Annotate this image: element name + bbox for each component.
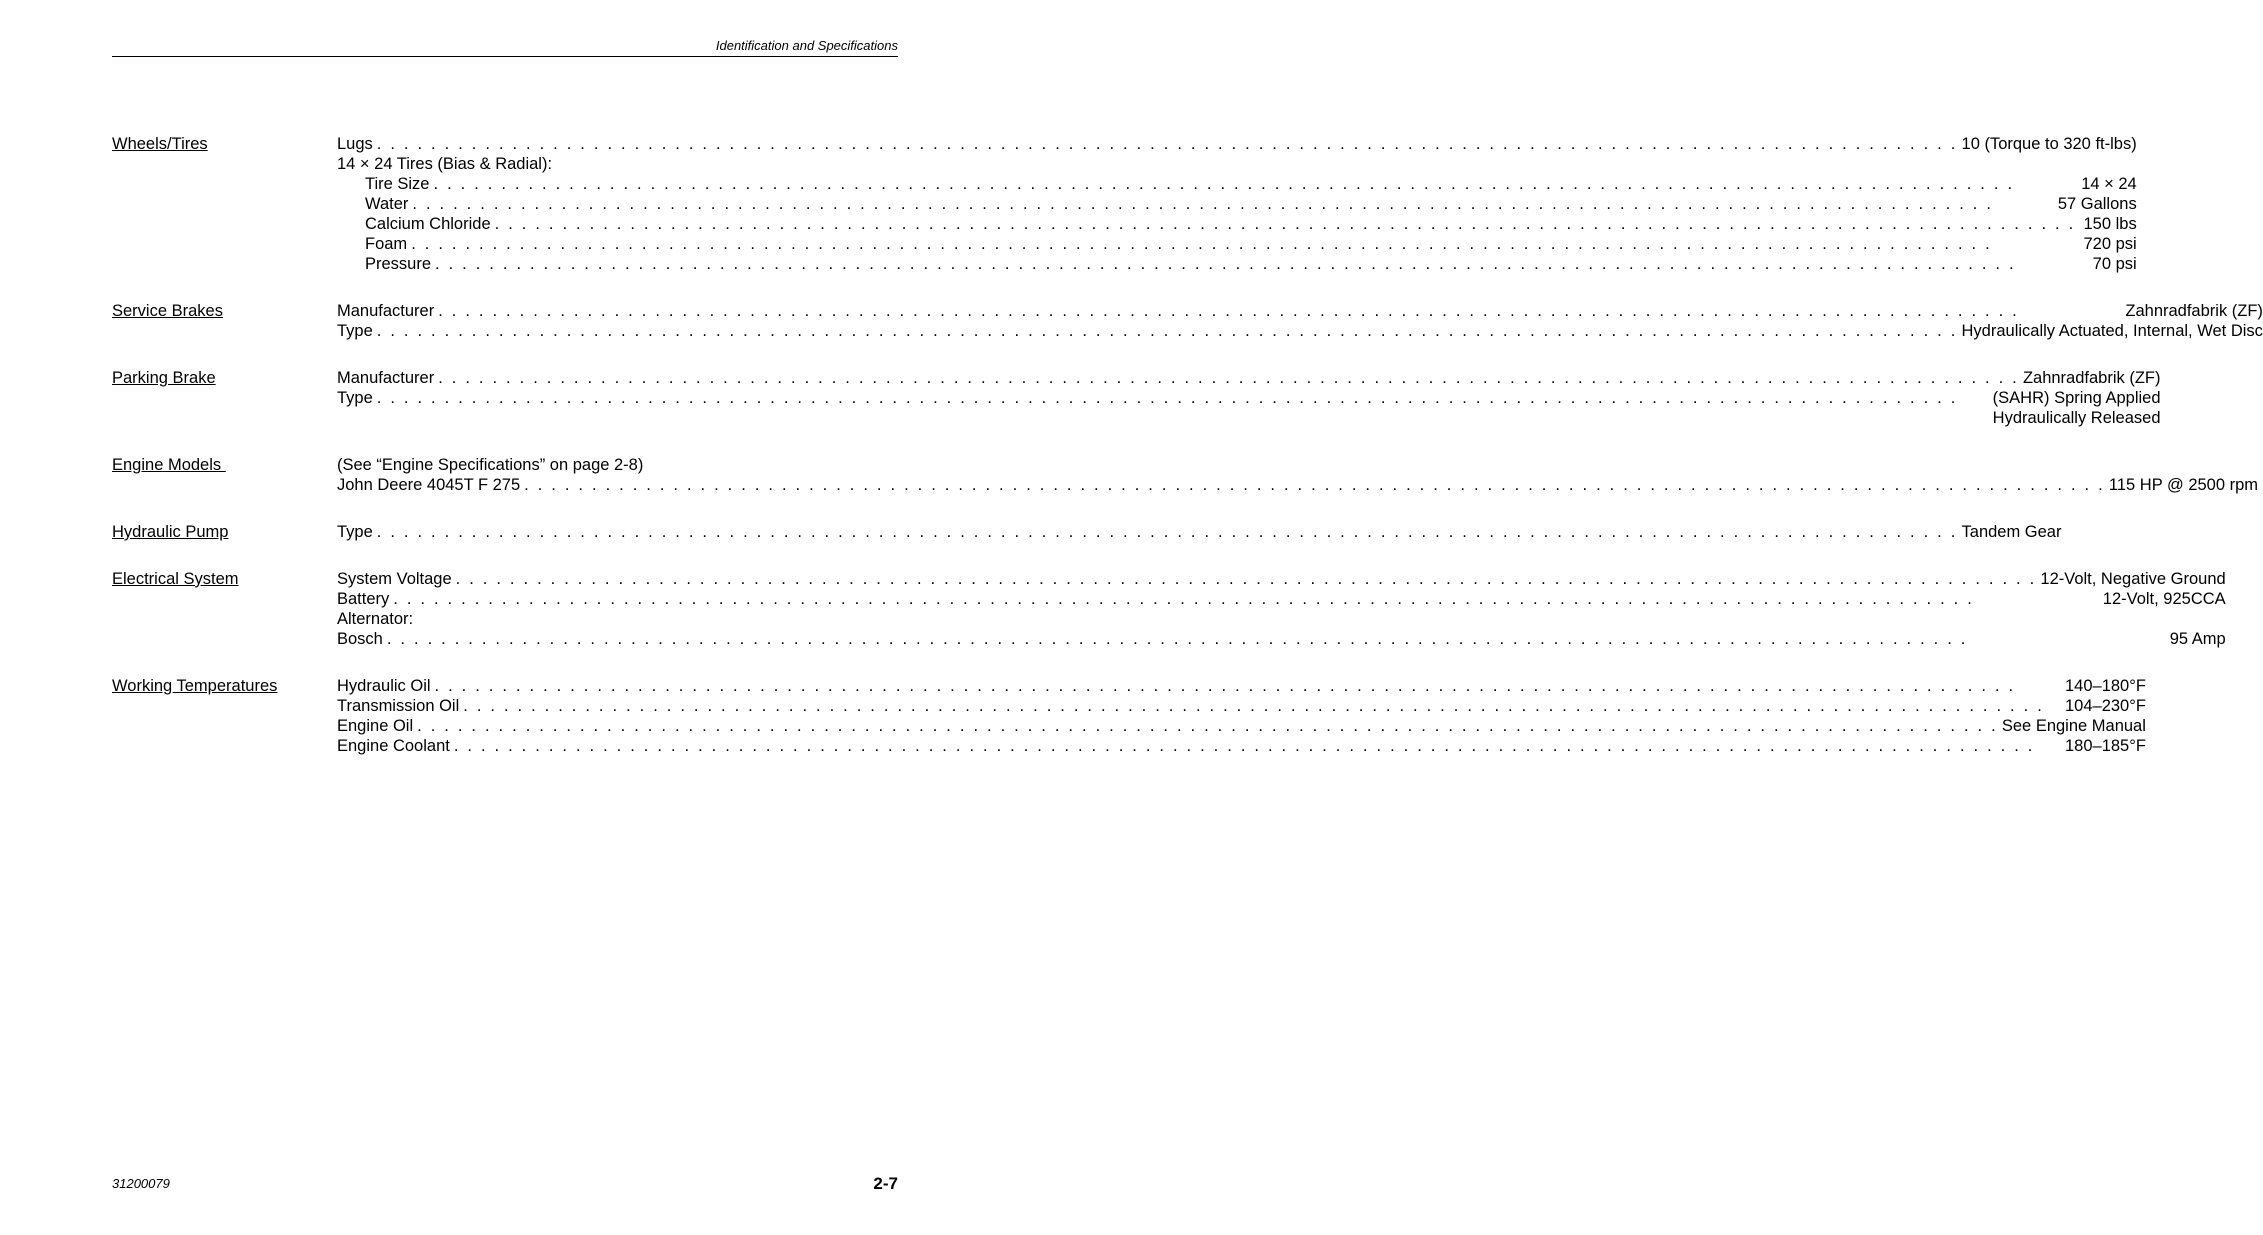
spec-list xyxy=(337,455,2258,495)
spec-value: (SAHR) Spring Applied xyxy=(1992,389,2161,407)
dot-leader xyxy=(454,736,2061,756)
document-number: 31200079 xyxy=(112,1176,170,1191)
spec-row xyxy=(337,194,2137,214)
spec-text: Alternator: xyxy=(337,610,414,628)
spec-label: Water xyxy=(365,195,409,213)
dot-leader xyxy=(387,629,2166,649)
spec-row xyxy=(337,408,2161,428)
spec-value: 14 × 24 xyxy=(2081,175,2137,193)
dot-leader xyxy=(435,254,2089,274)
spec-label: Calcium Chloride xyxy=(365,215,491,233)
running-header: Identification and Specifications xyxy=(715,38,898,53)
spec-label: Engine Coolant xyxy=(337,737,450,755)
spec-value: 150 lbs xyxy=(2083,215,2137,233)
spec-label: Manufacturer xyxy=(337,369,435,387)
spec-value: 115 HP @ 2500 rpm xyxy=(2108,476,2259,494)
spec-label: Foam xyxy=(365,235,408,253)
spec-label: John Deere 4045T F 275 xyxy=(337,476,521,494)
dot-leader xyxy=(495,214,2080,234)
dot-leader xyxy=(524,475,2105,495)
spec-section xyxy=(112,676,2146,756)
spec-value: 180–185°F xyxy=(2064,737,2146,755)
spec-row xyxy=(337,254,2137,274)
spec-value: 57 Gallons xyxy=(2057,195,2137,213)
spec-row xyxy=(337,321,2263,341)
spec-label: Engine Oil xyxy=(337,717,414,735)
spec-label: Type xyxy=(337,389,373,407)
specifications-table xyxy=(112,134,2263,783)
dot-leader xyxy=(377,134,1958,154)
spec-label: Hydraulic Oil xyxy=(337,677,431,695)
spec-row xyxy=(337,388,2161,408)
section-title: Service Brakes xyxy=(112,302,223,320)
dot-leader xyxy=(463,696,2061,716)
spec-list xyxy=(337,569,2226,649)
dot-leader xyxy=(411,234,2079,254)
spec-row xyxy=(337,716,2146,736)
spec-label: Type xyxy=(337,523,373,541)
spec-label: Lugs xyxy=(337,135,373,153)
spec-list xyxy=(337,301,2263,341)
spec-value: 12-Volt, 925CCA xyxy=(2102,590,2226,608)
dot-leader xyxy=(438,368,2019,388)
spec-row xyxy=(337,589,2226,609)
spec-value: Zahnradfabrik (ZF) xyxy=(2022,369,2161,387)
spec-row xyxy=(337,368,2161,388)
section-title: Working Temperatures xyxy=(112,677,278,695)
dot-leader xyxy=(417,716,1998,736)
section-title: Hydraulic Pump xyxy=(112,523,229,541)
dot-leader xyxy=(377,388,1989,408)
spec-section xyxy=(112,301,2263,341)
spec-label: Bosch xyxy=(337,630,383,648)
spec-value: 12-Volt, Negative Ground xyxy=(2040,570,2226,588)
spec-section xyxy=(112,134,2137,274)
spec-row xyxy=(337,475,2258,495)
spec-label: Tire Size xyxy=(365,175,430,193)
spec-value: 720 psi xyxy=(2083,235,2137,253)
spec-label: System Voltage xyxy=(337,570,452,588)
spec-value: 10 (Torque to 320 ft-lbs) xyxy=(1961,135,2137,153)
spec-row xyxy=(337,154,2137,174)
spec-row xyxy=(337,609,2226,629)
spec-text: (See “Engine Specifications” on page 2-8) xyxy=(337,456,644,474)
dot-leader xyxy=(412,194,2053,214)
spec-value: 104–230°F xyxy=(2064,697,2146,715)
spec-row xyxy=(337,696,2146,716)
spec-value: 70 psi xyxy=(2092,255,2137,273)
spec-section xyxy=(112,368,2161,428)
spec-value: Tandem Gear xyxy=(1961,523,2062,541)
dot-leader xyxy=(438,301,2121,321)
spec-section xyxy=(112,455,2259,495)
spec-value: Hydraulically Actuated, Internal, Wet Disc xyxy=(1961,322,2263,340)
spec-row xyxy=(337,234,2137,254)
spec-row xyxy=(337,134,2137,154)
spec-row xyxy=(337,455,2258,475)
spec-label: Battery xyxy=(337,590,390,608)
dot-leader xyxy=(456,569,2037,589)
spec-text: 14 × 24 Tires (Bias & Radial): xyxy=(337,155,553,173)
spec-section xyxy=(112,569,2226,649)
dot-leader xyxy=(435,676,2061,696)
spec-row xyxy=(337,174,2137,194)
spec-label: Manufacturer xyxy=(337,302,435,320)
section-title: Electrical System xyxy=(112,570,239,588)
page-number: 2-7 xyxy=(873,1174,898,1193)
spec-row xyxy=(337,522,2061,542)
spec-row xyxy=(337,214,2137,234)
spec-list xyxy=(337,134,2137,274)
dot-leader xyxy=(377,321,1958,341)
spec-row xyxy=(337,301,2263,321)
spec-value: Hydraulically Released xyxy=(1992,409,2161,427)
section-title: Engine Models xyxy=(112,456,226,474)
dot-leader xyxy=(393,589,2098,609)
spec-label: Type xyxy=(337,322,373,340)
spec-list xyxy=(337,676,2146,756)
dot-leader xyxy=(377,522,1958,542)
spec-row xyxy=(337,569,2226,589)
spec-row xyxy=(337,676,2146,696)
section-title: Parking Brake xyxy=(112,369,216,387)
spec-value: Zahnradfabrik (ZF) xyxy=(2125,302,2263,320)
spec-list xyxy=(337,368,2161,428)
spec-list xyxy=(337,522,2061,542)
spec-value: See Engine Manual xyxy=(2001,717,2146,735)
spec-row xyxy=(337,629,2226,649)
spec-section xyxy=(112,522,2062,542)
dot-leader xyxy=(434,174,2078,194)
spec-value: 140–180°F xyxy=(2064,677,2146,695)
spec-value: 95 Amp xyxy=(2169,630,2226,648)
spec-label: Pressure xyxy=(365,255,432,273)
spec-row xyxy=(337,736,2146,756)
section-title: Wheels/Tires xyxy=(112,135,208,153)
spec-label: Transmission Oil xyxy=(337,697,460,715)
header-divider xyxy=(112,56,898,57)
